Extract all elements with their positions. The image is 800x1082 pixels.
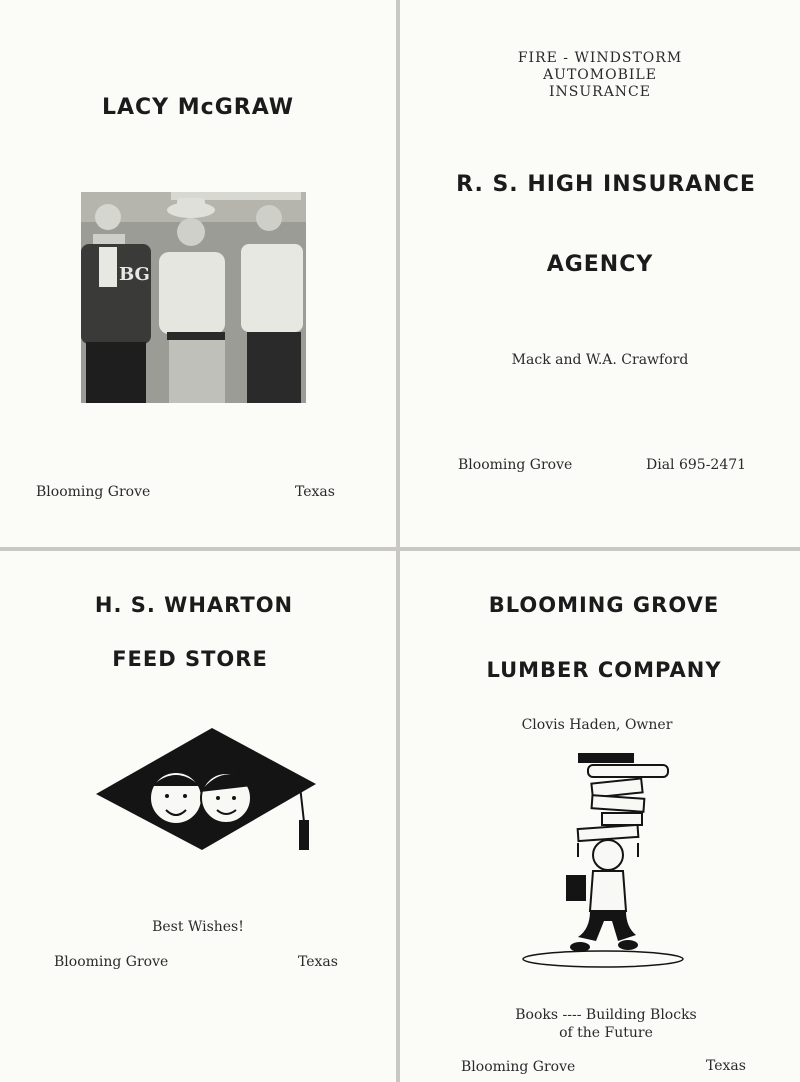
ad-rs-high-insurance	[400, 0, 800, 547]
slogan-line: of the Future	[559, 1025, 653, 1041]
ad-owners: Mack and W.A. Crawford	[511, 352, 689, 368]
ad-hs-wharton	[0, 551, 396, 1082]
ad-title-line2: FEED STORE	[112, 647, 268, 671]
ad-state: Texas	[298, 954, 338, 970]
ad-city: Blooming Grove	[458, 457, 573, 473]
ad-blooming-grove-lumber	[400, 551, 800, 1082]
ad-tagline: Best Wishes!	[152, 919, 244, 935]
ad-title-line2: LUMBER COMPANY	[486, 658, 722, 682]
ad-city: Blooming Grove	[36, 484, 151, 500]
ad-city: Blooming Grove	[461, 1059, 576, 1075]
ad-phone: Dial 695-2471	[646, 457, 747, 473]
boy-carrying-books-illustration	[518, 751, 688, 973]
three-men-photo	[81, 192, 306, 403]
coverage-lines	[400, 50, 800, 101]
ad-title: R. S. HIGH INSURANCE	[456, 172, 756, 197]
svg-text:BG: BG	[119, 264, 150, 285]
ad-state: Texas	[295, 484, 335, 500]
coverage-line: FIRE - WINDSTORM	[517, 50, 683, 66]
ad-lacy-mcgraw	[0, 0, 396, 547]
graduation-cap-illustration	[94, 726, 319, 856]
ad-state: Texas	[706, 1058, 746, 1074]
ad-title: LACY McGRAW	[101, 95, 295, 120]
ad-city: Blooming Grove	[54, 954, 169, 970]
ad-title: BLOOMING GROVE	[488, 593, 720, 617]
ad-title-line2: AGENCY	[546, 252, 654, 277]
ad-title: H. S. WHARTON	[94, 593, 294, 617]
slogan-line: Books ---- Building Blocks	[515, 1007, 697, 1023]
ad-slogan	[406, 1006, 800, 1042]
coverage-line: AUTOMOBILE	[543, 67, 657, 83]
coverage-line: INSURANCE	[548, 84, 651, 100]
ad-owner: Clovis Haden, Owner	[521, 717, 673, 733]
